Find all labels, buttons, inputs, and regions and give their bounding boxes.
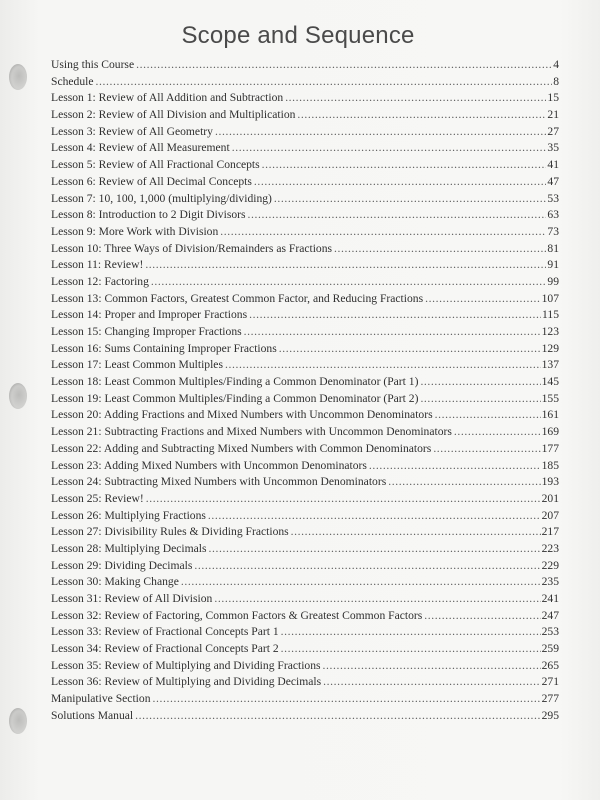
- toc-entry: [51, 107, 559, 124]
- toc-entry: [51, 357, 559, 374]
- toc-entry: [51, 274, 559, 291]
- toc-entry-label: Lesson 24: Subtracting Mixed Numbers with Uncommon Denominators: [51, 475, 387, 489]
- dot-leader: [279, 341, 541, 358]
- dot-leader: [323, 658, 541, 675]
- toc-entry-label: Lesson 22: Adding and Subtracting Mixed Numbers with Common Denominators: [51, 441, 432, 455]
- toc-entry: [51, 207, 559, 224]
- toc-entry-label: Lesson 3: Review of All Geometry: [51, 124, 213, 138]
- toc-entry-label: Lesson 36: Review of Multiplying and Dividing Decimals: [51, 675, 322, 689]
- toc-entry: [51, 458, 559, 475]
- toc-entry: [51, 124, 559, 141]
- dot-leader: [424, 608, 540, 625]
- toc-entry: [51, 90, 559, 107]
- toc-entry-page-number: 27: [547, 124, 559, 138]
- toc-entry: [51, 140, 559, 157]
- dot-leader: [433, 441, 540, 458]
- toc-entry: [51, 474, 559, 491]
- toc-entry: [51, 658, 559, 675]
- toc-entry-label: Lesson 11: Review!: [51, 258, 144, 272]
- dot-leader: [281, 624, 541, 641]
- toc-entry-page-number: 217: [541, 525, 559, 539]
- dot-leader: [96, 74, 553, 91]
- toc-entry-label: Lesson 35: Review of Multiplying and Dividing Fractions: [51, 658, 321, 672]
- binder-hole: [9, 64, 27, 90]
- toc-entry-label: Lesson 23: Adding Mixed Numbers with Uncommon Denominators: [51, 458, 367, 472]
- toc-entry-page-number: 161: [541, 408, 559, 422]
- table-of-contents: [51, 57, 559, 725]
- dot-leader: [435, 407, 541, 424]
- toc-entry-label: Using this Course: [51, 58, 135, 71]
- toc-entry-label: Lesson 6: Review of All Decimal Concepts: [51, 174, 252, 188]
- dot-leader: [388, 474, 540, 491]
- toc-entry-page-number: 185: [541, 458, 559, 472]
- dot-leader: [145, 257, 546, 274]
- toc-entry-label: Lesson 15: Changing Improper Fractions: [51, 325, 242, 338]
- dot-leader: [454, 424, 541, 441]
- dot-leader: [334, 241, 546, 258]
- toc-entry: [51, 491, 559, 508]
- toc-entry: [51, 391, 559, 408]
- toc-entry: [51, 374, 559, 391]
- dot-leader: [146, 491, 541, 508]
- toc-entry-label: Lesson 26: Multiplying Fractions: [51, 508, 206, 522]
- binder-hole: [9, 383, 27, 409]
- toc-entry-page-number: 4: [553, 58, 559, 71]
- toc-entry-label: Lesson 20: Adding Fractions and Mixed Numbers with Uncommon Denominators: [51, 408, 433, 422]
- toc-entry: [51, 708, 559, 725]
- toc-entry-page-number: 8: [553, 74, 559, 88]
- toc-entry: [51, 157, 559, 174]
- toc-entry-label: Lesson 19: Least Common Multiples/Finding a Common Denominator (Part 2): [51, 391, 419, 405]
- toc-entry: [51, 574, 559, 591]
- toc-entry-page-number: 259: [541, 642, 559, 656]
- toc-entry-label: Schedule: [51, 74, 94, 88]
- toc-entry: [51, 324, 559, 341]
- toc-entry: [51, 174, 559, 191]
- toc-entry-page-number: 81: [547, 241, 559, 255]
- toc-entry-page-number: 21: [547, 108, 559, 122]
- toc-entry-page-number: 73: [547, 224, 559, 238]
- toc-entry-page-number: 277: [541, 692, 559, 706]
- toc-entry-page-number: 145: [541, 375, 559, 389]
- toc-entry-label: Lesson 27: Divisibility Rules & Dividing Fractions: [51, 525, 289, 539]
- toc-entry-page-number: 193: [541, 475, 559, 489]
- toc-entry: [51, 591, 559, 608]
- toc-entry: [51, 641, 559, 658]
- toc-entry-label: Solutions Manual: [51, 708, 134, 722]
- toc-entry-label: Lesson 33: Review of Fractional Concepts Part 1: [51, 625, 279, 639]
- toc-entry-label: Lesson 14: Proper and Improper Fractions: [51, 308, 248, 322]
- toc-entry-page-number: 201: [541, 491, 559, 505]
- toc-entry-page-number: 63: [547, 208, 559, 222]
- toc-entry-page-number: 177: [541, 441, 559, 455]
- toc-entry-page-number: 41: [547, 158, 559, 172]
- toc-entry-label: Lesson 34: Review of Fractional Concepts Part 2: [51, 642, 279, 656]
- dot-leader: [297, 107, 546, 124]
- toc-entry: [51, 624, 559, 641]
- dot-leader: [281, 641, 541, 658]
- dot-leader: [291, 524, 541, 541]
- toc-entry-page-number: 241: [541, 592, 559, 605]
- toc-entry-page-number: 169: [541, 425, 559, 439]
- toc-entry-label: Lesson 1: Review of All Addition and Subtraction: [51, 91, 284, 105]
- toc-entry: [51, 441, 559, 458]
- toc-entry: [51, 558, 559, 575]
- toc-entry-page-number: 223: [541, 541, 559, 555]
- toc-entry-page-number: 207: [541, 508, 559, 522]
- toc-entry: [51, 224, 559, 241]
- dot-leader: [136, 57, 552, 74]
- toc-entry-page-number: 107: [541, 291, 559, 305]
- dot-leader: [420, 374, 540, 391]
- toc-entry-label: Lesson 2: Review of All Division and Multiplication: [51, 108, 296, 122]
- dot-leader: [232, 140, 547, 157]
- toc-entry: [51, 674, 559, 691]
- toc-entry-page-number: 235: [541, 575, 559, 589]
- toc-entry-page-number: 295: [541, 708, 559, 722]
- toc-entry-page-number: 99: [547, 274, 559, 288]
- dot-leader: [244, 324, 541, 341]
- toc-entry: [51, 257, 559, 274]
- toc-entry-page-number: 265: [541, 658, 559, 672]
- toc-entry: [51, 407, 559, 424]
- dot-leader: [369, 458, 541, 475]
- toc-entry: [51, 424, 559, 441]
- toc-entry-label: Lesson 28: Multiplying Decimals: [51, 541, 207, 555]
- toc-entry-page-number: 35: [547, 141, 559, 155]
- toc-entry: [51, 341, 559, 358]
- toc-entry: [51, 191, 559, 208]
- toc-entry-page-number: 253: [541, 625, 559, 639]
- dot-leader: [249, 307, 541, 324]
- toc-entry: [51, 524, 559, 541]
- toc-entry-page-number: 115: [542, 308, 559, 322]
- dot-leader: [254, 174, 546, 191]
- page-title: Scope and Sequence: [181, 22, 415, 49]
- toc-entry-page-number: 229: [541, 558, 559, 572]
- dot-leader: [420, 391, 540, 408]
- dot-leader: [151, 274, 547, 291]
- dot-leader: [153, 691, 541, 708]
- toc-entry: [51, 74, 559, 91]
- toc-entry-page-number: 129: [541, 341, 559, 355]
- toc-entry: [51, 57, 559, 74]
- toc-entry-page-number: 271: [541, 675, 559, 689]
- dot-leader: [425, 291, 541, 308]
- toc-entry-page-number: 137: [541, 358, 559, 372]
- dot-leader: [220, 224, 546, 241]
- dot-leader: [194, 558, 540, 575]
- toc-entry-page-number: 91: [547, 258, 559, 272]
- dot-leader: [248, 207, 547, 224]
- binder-hole: [9, 708, 27, 734]
- dot-leader: [274, 191, 546, 208]
- toc-entry-label: Lesson 4: Review of All Measurement: [51, 141, 230, 155]
- dot-leader: [181, 574, 541, 591]
- dot-leader: [262, 157, 547, 174]
- toc-entry: [51, 691, 559, 708]
- toc-entry: [51, 307, 559, 324]
- toc-entry-page-number: 247: [541, 608, 559, 622]
- toc-entry-label: Lesson 32: Review of Factoring, Common Factors & Greatest Common Factors: [51, 608, 423, 622]
- toc-entry-page-number: 155: [541, 391, 559, 405]
- toc-entry: [51, 541, 559, 558]
- toc-entry-label: Lesson 8: Introduction to 2 Digit Divisors: [51, 208, 246, 222]
- toc-entry: [51, 291, 559, 308]
- toc-entry: [51, 508, 559, 525]
- dot-leader: [285, 90, 546, 107]
- toc-entry-label: Lesson 18: Least Common Multiples/Finding a Common Denominator (Part 1): [51, 375, 419, 389]
- dot-leader: [135, 708, 540, 725]
- toc-entry-page-number: 15: [547, 91, 559, 105]
- toc-entry-page-number: 123: [541, 325, 559, 338]
- toc-entry-page-number: 53: [547, 191, 559, 205]
- toc-entry: [51, 608, 559, 625]
- toc-entry-label: Lesson 12: Factoring: [51, 274, 149, 288]
- toc-entry-label: Lesson 17: Least Common Multiples: [51, 358, 223, 372]
- dot-leader: [214, 591, 540, 608]
- dot-leader: [208, 508, 541, 525]
- toc-entry-label: Lesson 7: 10, 100, 1,000 (multiplying/dividing): [51, 191, 272, 205]
- toc-entry-label: Lesson 29: Dividing Decimals: [51, 558, 193, 572]
- toc-entry-label: Lesson 9: More Work with Division: [51, 224, 219, 238]
- toc-entry-label: Lesson 31: Review of All Division: [51, 592, 213, 605]
- toc-entry-label: Lesson 30: Making Change: [51, 575, 179, 589]
- toc-entry-label: Lesson 10: Three Ways of Division/Remainders as Fractions: [51, 241, 333, 255]
- toc-entry-label: Manipulative Section: [51, 692, 151, 706]
- toc-entry-page-number: 47: [547, 174, 559, 188]
- toc-entry: [51, 241, 559, 258]
- dot-leader: [225, 357, 541, 374]
- toc-entry-label: Lesson 13: Common Factors, Greatest Common Factor, and Reducing Fractions: [51, 291, 424, 305]
- toc-entry-label: Lesson 5: Review of All Fractional Concepts: [51, 158, 260, 172]
- toc-entry-label: Lesson 16: Sums Containing Improper Fractions: [51, 341, 277, 355]
- toc-entry-label: Lesson 21: Subtracting Fractions and Mixed Numbers with Uncommon Denominators: [51, 425, 452, 439]
- dot-leader: [209, 541, 541, 558]
- dot-leader: [323, 674, 540, 691]
- toc-entry-label: Lesson 25: Review!: [51, 491, 144, 505]
- dot-leader: [215, 124, 546, 141]
